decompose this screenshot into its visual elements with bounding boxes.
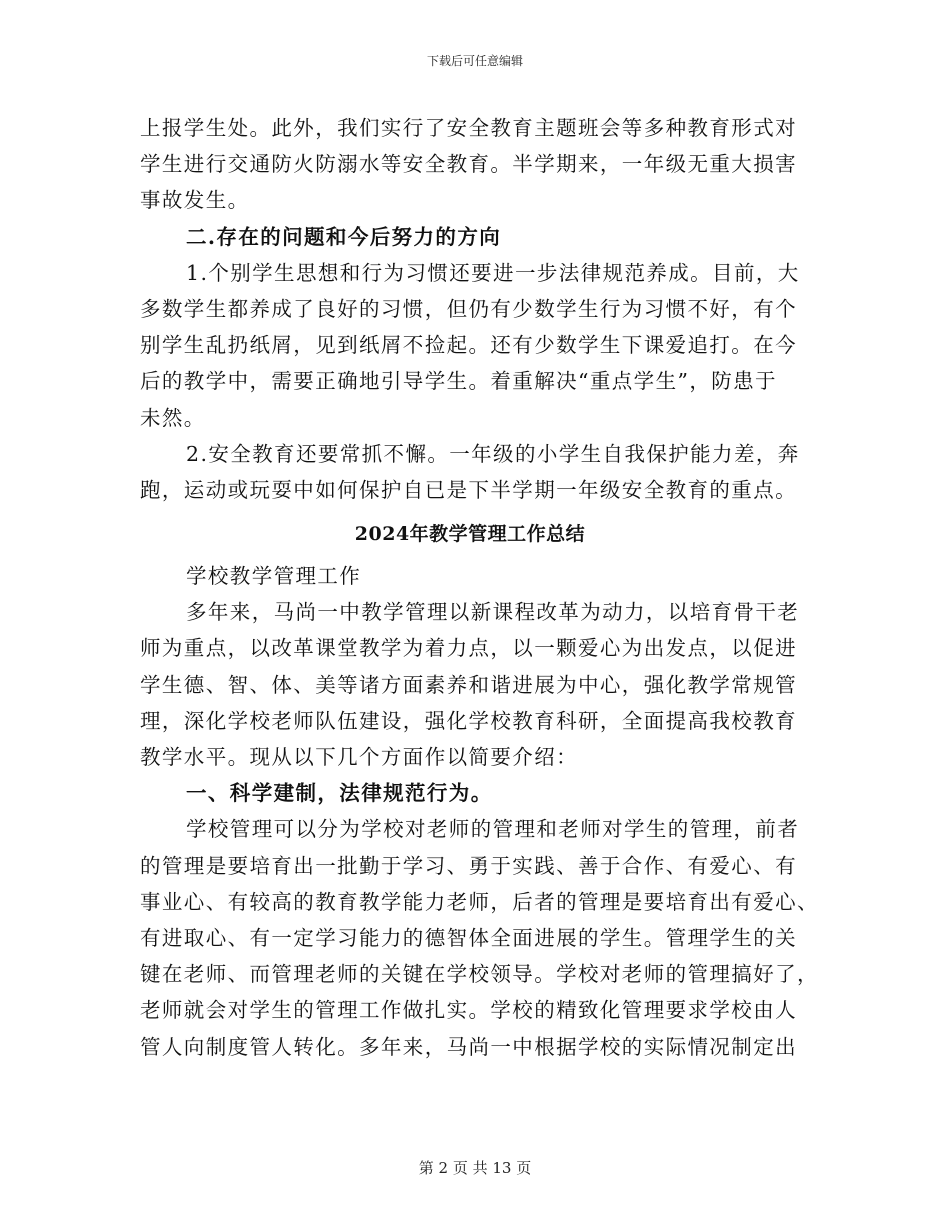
text-line: 后的教学中，需要正确地引导学生。着重解决“重点学生”，防患于 bbox=[140, 369, 777, 394]
text-line: 未然。 bbox=[140, 405, 206, 430]
text-line: 教学水平。现从以下几个方面作以简要介绍： bbox=[140, 745, 578, 769]
problem-item-2 bbox=[140, 436, 820, 508]
text-line: 学校管理可以分为学校对老师的管理和老师对学生的管理，前者 bbox=[186, 817, 800, 842]
text-line: 管人向制度管人转化。多年来，马尚一中根据学校的实际情况制定出 bbox=[140, 1034, 797, 1059]
text-line: 的管理是要培育出一批勤于学习、勇于实践、善于合作、有爱心、有 bbox=[140, 853, 797, 878]
section-heading-one: 一、科学建制，法律规范行为。 bbox=[186, 781, 493, 806]
text-line: 老师就会对学生的管理工作做扎实。学校的精致化管理要求学校由人 bbox=[140, 998, 797, 1023]
text-line: 2.安全教育还要常抓不懈。一年级的小学生自我保护能力差，奔 bbox=[186, 441, 800, 466]
document-title: 2024年教学管理工作总结 bbox=[354, 523, 586, 546]
text-line: 多数学生都养成了良好的习惯，但仍有少数学生行为习惯不好，有个 bbox=[140, 296, 797, 321]
section-one-paragraph bbox=[140, 811, 820, 1064]
intro-paragraph bbox=[140, 594, 820, 775]
page-footer: 第 2 页 共 13 页 bbox=[418, 1159, 532, 1177]
text-line: 学生进行交通防火防溺水等安全教育。半学期来，一年级无重大损害 bbox=[140, 152, 797, 177]
text-line: 事故发生。 bbox=[140, 188, 250, 213]
text-line: 上报学生处。此外，我们实行了安全教育主题班会等多种教育形式对 bbox=[140, 116, 797, 140]
text-line: 学生德、智、体、美等诸方面素养和谐进展为中心，强化教学常规管 bbox=[140, 672, 797, 697]
text-line: 键在老师、而管理老师的关键在学校领导。学校对老师的管理搞好了， bbox=[140, 962, 819, 987]
text-line: 别学生乱扔纸屑，见到纸屑不捡起。还有少数学生下课爱追打。在今 bbox=[140, 333, 797, 358]
continuation-paragraph bbox=[140, 110, 820, 219]
text-line: 1.个别学生思想和行为习惯还要进一步法律规范养成。目前，大 bbox=[186, 260, 800, 285]
page-header: 下载后可任意编辑 bbox=[426, 54, 523, 68]
problem-item-1 bbox=[140, 255, 820, 436]
document-body bbox=[140, 110, 820, 1065]
document-subtitle: 学校教学管理工作 bbox=[186, 564, 362, 589]
section-heading-problems: 二.存在的问题和今后努力的方向 bbox=[186, 224, 502, 249]
text-line: 理，深化学校老师队伍建设，强化学校教育科研，全面提高我校教育 bbox=[140, 708, 797, 733]
text-line: 跑，运动或玩耍中如何保护自已是下半学期一年级安全教育的重点。 bbox=[140, 477, 797, 502]
text-line: 有进取心、有一定学习能力的德智体全面进展的学生。管理学生的关 bbox=[140, 925, 797, 950]
text-line: 事业心、有较高的教育教学能力老师，后者的管理是要培育出有爱心、 bbox=[140, 889, 819, 914]
text-line: 师为重点，以改革课堂教学为着力点，以一颗爱心为出发点，以促进 bbox=[140, 636, 797, 661]
text-line: 多年来，马尚一中教学管理以新课程改革为动力，以培育骨干老 bbox=[186, 600, 800, 625]
